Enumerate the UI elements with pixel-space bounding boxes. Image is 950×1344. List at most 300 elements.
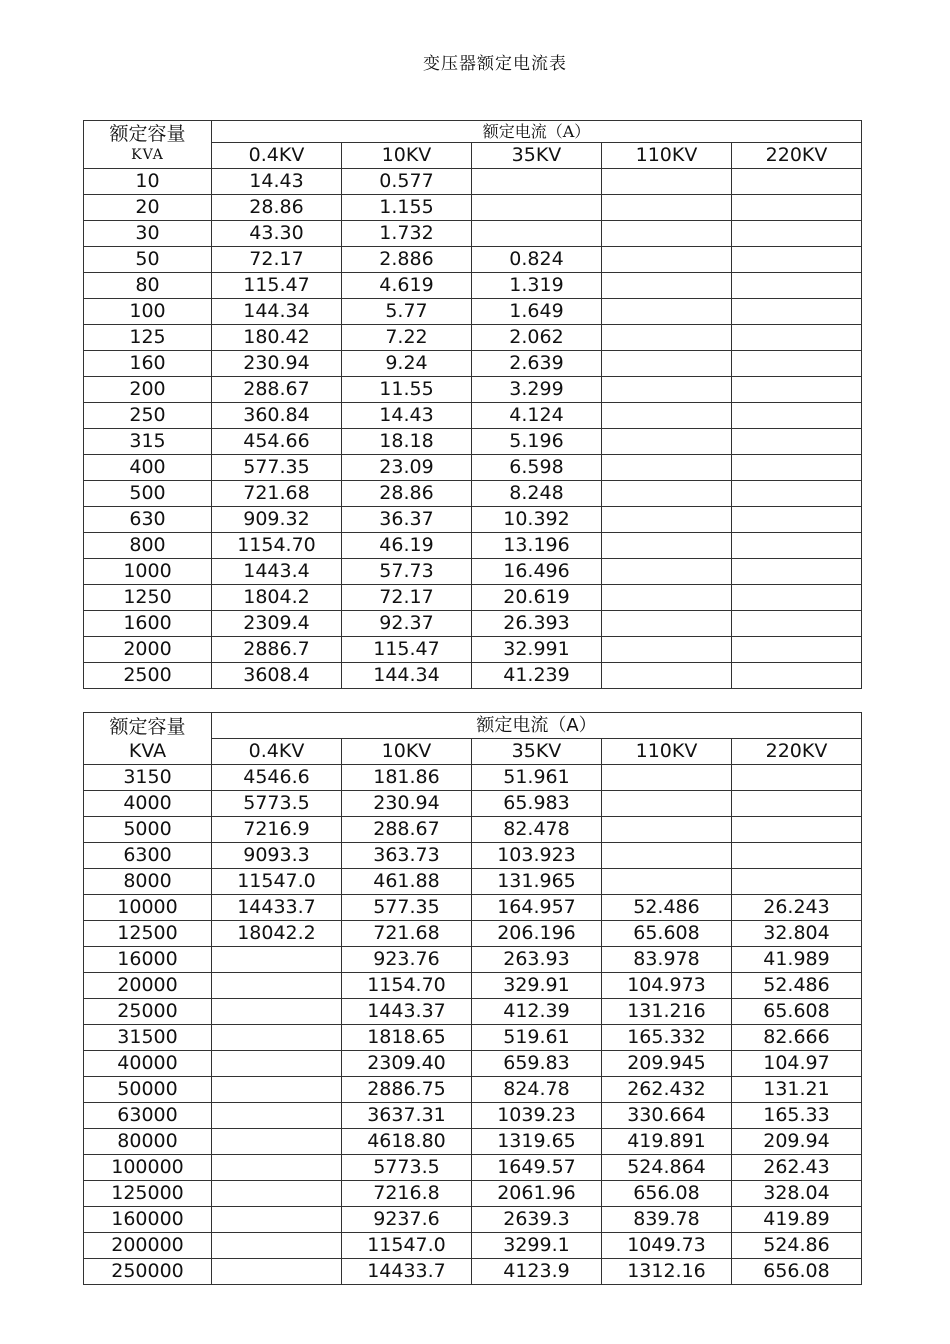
current-0-4kv-cell: 909.32 — [212, 507, 342, 533]
current-10kv-cell: 1818.65 — [342, 1025, 472, 1051]
capacity-cell: 80000 — [84, 1129, 212, 1155]
capacity-cell: 80 — [84, 273, 212, 299]
table-row — [84, 843, 862, 869]
capacity-cell: 30 — [84, 221, 212, 247]
current-35kv-cell: 103.923 — [472, 843, 602, 869]
table-row — [84, 1103, 862, 1129]
current-0-4kv-cell: 1804.2 — [212, 585, 342, 611]
current-0-4kv-cell — [212, 1181, 342, 1207]
current-0-4kv-cell — [212, 947, 342, 973]
current-35kv-cell — [472, 221, 602, 247]
current-35kv-cell: 131.965 — [472, 869, 602, 895]
current-220kv-cell — [732, 351, 862, 377]
current-0-4kv-cell — [212, 999, 342, 1025]
current-220kv-cell — [732, 273, 862, 299]
table-row — [84, 817, 862, 843]
capacity-cell: 125 — [84, 325, 212, 351]
current-0-4kv-cell: 2886.7 — [212, 637, 342, 663]
current-0-4kv-cell — [212, 1155, 342, 1181]
capacity-cell: 630 — [84, 507, 212, 533]
capacity-header-cell — [84, 121, 212, 169]
current-10kv-cell: 5.77 — [342, 299, 472, 325]
current-110kv-cell: 656.08 — [602, 1181, 732, 1207]
current-0-4kv-cell: 5773.5 — [212, 791, 342, 817]
table-row — [84, 299, 862, 325]
current-10kv-cell: 0.577 — [342, 169, 472, 195]
current-110kv-cell: 419.891 — [602, 1129, 732, 1155]
current-0-4kv-cell — [212, 1103, 342, 1129]
current-35kv-cell: 263.93 — [472, 947, 602, 973]
capacity-cell: 63000 — [84, 1103, 212, 1129]
current-0-4kv-cell — [212, 1207, 342, 1233]
table-row — [84, 947, 862, 973]
table-row — [84, 637, 862, 663]
table-header-row — [84, 713, 862, 739]
current-35kv-cell: 82.478 — [472, 817, 602, 843]
capacity-header-cell — [84, 713, 212, 765]
current-220kv-cell: 209.94 — [732, 1129, 862, 1155]
current-0-4kv-cell: 577.35 — [212, 455, 342, 481]
current-35kv-cell: 6.598 — [472, 455, 602, 481]
rated-current-table-2 — [83, 712, 862, 1285]
current-10kv-cell: 2886.75 — [342, 1077, 472, 1103]
current-0-4kv-cell: 2309.4 — [212, 611, 342, 637]
current-10kv-cell: 4618.80 — [342, 1129, 472, 1155]
capacity-cell: 100 — [84, 299, 212, 325]
current-110kv-cell — [602, 765, 732, 791]
current-110kv-cell: 65.608 — [602, 921, 732, 947]
current-10kv-cell: 577.35 — [342, 895, 472, 921]
current-0-4kv-cell: 43.30 — [212, 221, 342, 247]
table-row — [84, 791, 862, 817]
current-0-4kv-cell — [212, 1259, 342, 1285]
current-35kv-cell — [472, 195, 602, 221]
table-row — [84, 429, 862, 455]
capacity-cell: 160000 — [84, 1207, 212, 1233]
current-10kv-cell: 923.76 — [342, 947, 472, 973]
table-row — [84, 559, 862, 585]
capacity-cell: 250000 — [84, 1259, 212, 1285]
table-row — [84, 351, 862, 377]
current-110kv-cell — [602, 507, 732, 533]
current-0-4kv-cell — [212, 1077, 342, 1103]
current-0-4kv-cell: 11547.0 — [212, 869, 342, 895]
current-35kv-cell: 5.196 — [472, 429, 602, 455]
current-10kv-cell: 288.67 — [342, 817, 472, 843]
current-35kv-cell: 20.619 — [472, 585, 602, 611]
current-220kv-cell: 328.04 — [732, 1181, 862, 1207]
table-row — [84, 1233, 862, 1259]
current-0-4kv-cell: 14.43 — [212, 169, 342, 195]
current-110kv-cell: 524.864 — [602, 1155, 732, 1181]
current-110kv-cell — [602, 663, 732, 689]
current-35kv-cell: 51.961 — [472, 765, 602, 791]
table-row — [84, 507, 862, 533]
capacity-cell: 315 — [84, 429, 212, 455]
current-110kv-cell — [602, 869, 732, 895]
current-220kv-cell — [732, 429, 862, 455]
current-0-4kv-cell: 115.47 — [212, 273, 342, 299]
current-220kv-cell: 656.08 — [732, 1259, 862, 1285]
current-0-4kv-cell — [212, 1129, 342, 1155]
current-0-4kv-cell — [212, 973, 342, 999]
current-10kv-cell: 9.24 — [342, 351, 472, 377]
voltage-header-110kv: 110KV — [602, 143, 732, 169]
current-10kv-cell: 1443.37 — [342, 999, 472, 1025]
current-110kv-cell: 165.332 — [602, 1025, 732, 1051]
capacity-cell: 800 — [84, 533, 212, 559]
current-220kv-cell — [732, 221, 862, 247]
current-10kv-cell: 461.88 — [342, 869, 472, 895]
current-10kv-cell: 18.18 — [342, 429, 472, 455]
current-110kv-cell — [602, 403, 732, 429]
current-0-4kv-cell: 1154.70 — [212, 533, 342, 559]
capacity-cell: 16000 — [84, 947, 212, 973]
current-10kv-cell: 1.732 — [342, 221, 472, 247]
current-0-4kv-cell: 454.66 — [212, 429, 342, 455]
current-220kv-cell: 82.666 — [732, 1025, 862, 1051]
current-35kv-cell: 41.239 — [472, 663, 602, 689]
current-35kv-cell: 2.062 — [472, 325, 602, 351]
current-220kv-cell — [732, 247, 862, 273]
current-10kv-cell: 3637.31 — [342, 1103, 472, 1129]
capacity-cell: 160 — [84, 351, 212, 377]
table-row — [84, 765, 862, 791]
current-10kv-cell: 14433.7 — [342, 1259, 472, 1285]
table-row — [84, 325, 862, 351]
table-row — [84, 585, 862, 611]
table-row — [84, 377, 862, 403]
capacity-cell: 25000 — [84, 999, 212, 1025]
current-0-4kv-cell — [212, 1051, 342, 1077]
current-110kv-cell: 209.945 — [602, 1051, 732, 1077]
current-10kv-cell: 23.09 — [342, 455, 472, 481]
voltage-header-110kv: 110KV — [602, 739, 732, 765]
current-10kv-cell: 2309.40 — [342, 1051, 472, 1077]
current-35kv-cell: 26.393 — [472, 611, 602, 637]
current-10kv-cell: 46.19 — [342, 533, 472, 559]
voltage-header-10kv: 10KV — [342, 143, 472, 169]
current-10kv-cell: 5773.5 — [342, 1155, 472, 1181]
capacity-cell: 4000 — [84, 791, 212, 817]
current-0-4kv-cell: 28.86 — [212, 195, 342, 221]
current-35kv-cell: 0.824 — [472, 247, 602, 273]
capacity-cell: 40000 — [84, 1051, 212, 1077]
rated-current-header: 额定电流（A） — [212, 121, 862, 143]
current-10kv-cell: 721.68 — [342, 921, 472, 947]
current-110kv-cell — [602, 247, 732, 273]
current-110kv-cell — [602, 791, 732, 817]
current-110kv-cell — [602, 377, 732, 403]
voltage-header-35kv: 35KV — [472, 143, 602, 169]
table-row — [84, 895, 862, 921]
capacity-cell: 400 — [84, 455, 212, 481]
current-0-4kv-cell — [212, 1233, 342, 1259]
current-10kv-cell: 1154.70 — [342, 973, 472, 999]
table-row — [84, 1077, 862, 1103]
current-35kv-cell: 1.649 — [472, 299, 602, 325]
table-row — [84, 973, 862, 999]
current-110kv-cell: 262.432 — [602, 1077, 732, 1103]
current-10kv-cell: 92.37 — [342, 611, 472, 637]
current-35kv-cell: 1319.65 — [472, 1129, 602, 1155]
current-10kv-cell: 28.86 — [342, 481, 472, 507]
current-10kv-cell: 7216.8 — [342, 1181, 472, 1207]
current-220kv-cell: 131.21 — [732, 1077, 862, 1103]
current-220kv-cell — [732, 791, 862, 817]
table-row — [84, 247, 862, 273]
current-110kv-cell — [602, 429, 732, 455]
current-0-4kv-cell: 230.94 — [212, 351, 342, 377]
table-row — [84, 663, 862, 689]
current-220kv-cell — [732, 843, 862, 869]
current-220kv-cell: 26.243 — [732, 895, 862, 921]
table-row — [84, 869, 862, 895]
current-0-4kv-cell: 721.68 — [212, 481, 342, 507]
current-220kv-cell — [732, 325, 862, 351]
rated-current-table-1 — [83, 120, 862, 689]
current-10kv-cell: 14.43 — [342, 403, 472, 429]
current-35kv-cell: 3.299 — [472, 377, 602, 403]
current-35kv-cell: 3299.1 — [472, 1233, 602, 1259]
table-row — [84, 1051, 862, 1077]
table-header-row — [84, 121, 862, 143]
capacity-cell: 3150 — [84, 765, 212, 791]
current-0-4kv-cell: 72.17 — [212, 247, 342, 273]
current-110kv-cell — [602, 637, 732, 663]
current-110kv-cell — [602, 481, 732, 507]
capacity-cell: 8000 — [84, 869, 212, 895]
current-0-4kv-cell: 288.67 — [212, 377, 342, 403]
current-35kv-cell: 519.61 — [472, 1025, 602, 1051]
current-110kv-cell: 83.978 — [602, 947, 732, 973]
current-220kv-cell: 41.989 — [732, 947, 862, 973]
current-10kv-cell: 144.34 — [342, 663, 472, 689]
capacity-cell: 6300 — [84, 843, 212, 869]
capacity-cell: 250 — [84, 403, 212, 429]
current-35kv-cell: 824.78 — [472, 1077, 602, 1103]
current-220kv-cell — [732, 765, 862, 791]
current-220kv-cell: 32.804 — [732, 921, 862, 947]
current-35kv-cell: 164.957 — [472, 895, 602, 921]
table-row — [84, 1129, 862, 1155]
current-110kv-cell: 1312.16 — [602, 1259, 732, 1285]
capacity-cell: 200000 — [84, 1233, 212, 1259]
current-35kv-cell: 4123.9 — [472, 1259, 602, 1285]
current-0-4kv-cell: 144.34 — [212, 299, 342, 325]
capacity-cell: 50000 — [84, 1077, 212, 1103]
current-110kv-cell: 104.973 — [602, 973, 732, 999]
current-110kv-cell — [602, 611, 732, 637]
current-35kv-cell: 4.124 — [472, 403, 602, 429]
current-220kv-cell — [732, 663, 862, 689]
current-110kv-cell: 131.216 — [602, 999, 732, 1025]
current-35kv-cell: 16.496 — [472, 559, 602, 585]
current-110kv-cell: 839.78 — [602, 1207, 732, 1233]
current-110kv-cell — [602, 169, 732, 195]
table-row — [84, 455, 862, 481]
current-0-4kv-cell: 7216.9 — [212, 817, 342, 843]
current-10kv-cell: 363.73 — [342, 843, 472, 869]
current-10kv-cell: 115.47 — [342, 637, 472, 663]
current-35kv-cell: 659.83 — [472, 1051, 602, 1077]
current-35kv-cell: 65.983 — [472, 791, 602, 817]
current-0-4kv-cell: 1443.4 — [212, 559, 342, 585]
capacity-cell: 1250 — [84, 585, 212, 611]
current-35kv-cell: 13.196 — [472, 533, 602, 559]
current-35kv-cell — [472, 169, 602, 195]
current-35kv-cell: 206.196 — [472, 921, 602, 947]
current-220kv-cell — [732, 455, 862, 481]
rated-current-header: 额定电流（A） — [212, 713, 862, 739]
voltage-header-0-4kv: 0.4KV — [212, 143, 342, 169]
current-110kv-cell: 52.486 — [602, 895, 732, 921]
current-0-4kv-cell: 360.84 — [212, 403, 342, 429]
table-row — [84, 1155, 862, 1181]
current-35kv-cell: 2061.96 — [472, 1181, 602, 1207]
table-row — [84, 1181, 862, 1207]
capacity-cell: 10 — [84, 169, 212, 195]
current-10kv-cell: 4.619 — [342, 273, 472, 299]
current-10kv-cell: 1.155 — [342, 195, 472, 221]
current-220kv-cell — [732, 585, 862, 611]
capacity-cell: 100000 — [84, 1155, 212, 1181]
current-220kv-cell — [732, 559, 862, 585]
current-110kv-cell — [602, 325, 732, 351]
current-110kv-cell — [602, 455, 732, 481]
table-row — [84, 195, 862, 221]
current-35kv-cell: 2639.3 — [472, 1207, 602, 1233]
current-10kv-cell: 11.55 — [342, 377, 472, 403]
table-body — [84, 765, 862, 1285]
capacity-cell: 2000 — [84, 637, 212, 663]
current-0-4kv-cell: 3608.4 — [212, 663, 342, 689]
current-220kv-cell — [732, 817, 862, 843]
current-10kv-cell: 72.17 — [342, 585, 472, 611]
table-body — [84, 169, 862, 689]
current-110kv-cell: 330.664 — [602, 1103, 732, 1129]
current-35kv-cell: 412.39 — [472, 999, 602, 1025]
current-0-4kv-cell: 14433.7 — [212, 895, 342, 921]
current-10kv-cell: 36.37 — [342, 507, 472, 533]
current-10kv-cell: 230.94 — [342, 791, 472, 817]
capacity-cell: 20 — [84, 195, 212, 221]
current-35kv-cell: 32.991 — [472, 637, 602, 663]
table-row — [84, 921, 862, 947]
current-110kv-cell — [602, 533, 732, 559]
current-35kv-cell: 8.248 — [472, 481, 602, 507]
capacity-header-label: 额定容量 — [109, 715, 186, 738]
voltage-header-10kv: 10KV — [342, 739, 472, 765]
table-row — [84, 481, 862, 507]
current-110kv-cell — [602, 559, 732, 585]
current-0-4kv-cell: 180.42 — [212, 325, 342, 351]
current-220kv-cell — [732, 481, 862, 507]
current-220kv-cell: 104.97 — [732, 1051, 862, 1077]
current-35kv-cell: 2.639 — [472, 351, 602, 377]
current-0-4kv-cell: 9093.3 — [212, 843, 342, 869]
current-110kv-cell — [602, 817, 732, 843]
table-row — [84, 1259, 862, 1285]
capacity-cell: 31500 — [84, 1025, 212, 1051]
table-row — [84, 533, 862, 559]
table-row — [84, 1207, 862, 1233]
current-220kv-cell: 262.43 — [732, 1155, 862, 1181]
current-0-4kv-cell: 4546.6 — [212, 765, 342, 791]
table-row — [84, 999, 862, 1025]
table-row — [84, 403, 862, 429]
current-220kv-cell: 165.33 — [732, 1103, 862, 1129]
current-10kv-cell: 11547.0 — [342, 1233, 472, 1259]
voltage-header-35kv: 35KV — [472, 739, 602, 765]
capacity-cell: 10000 — [84, 895, 212, 921]
current-35kv-cell: 1039.23 — [472, 1103, 602, 1129]
current-35kv-cell: 10.392 — [472, 507, 602, 533]
table-row — [84, 273, 862, 299]
current-0-4kv-cell — [212, 1025, 342, 1051]
current-220kv-cell — [732, 507, 862, 533]
current-10kv-cell: 2.886 — [342, 247, 472, 273]
current-220kv-cell — [732, 299, 862, 325]
current-220kv-cell — [732, 403, 862, 429]
table-row — [84, 611, 862, 637]
current-0-4kv-cell: 18042.2 — [212, 921, 342, 947]
current-10kv-cell: 9237.6 — [342, 1207, 472, 1233]
current-220kv-cell — [732, 869, 862, 895]
table-row — [84, 221, 862, 247]
current-220kv-cell: 419.89 — [732, 1207, 862, 1233]
capacity-cell: 20000 — [84, 973, 212, 999]
current-220kv-cell — [732, 195, 862, 221]
current-35kv-cell: 329.91 — [472, 973, 602, 999]
current-110kv-cell — [602, 351, 732, 377]
capacity-cell: 1000 — [84, 559, 212, 585]
page-title: 变压器额定电流表 — [423, 54, 567, 74]
current-220kv-cell — [732, 377, 862, 403]
current-220kv-cell — [732, 169, 862, 195]
table-row — [84, 169, 862, 195]
capacity-cell: 12500 — [84, 921, 212, 947]
table-row — [84, 1025, 862, 1051]
capacity-cell: 5000 — [84, 817, 212, 843]
capacity-cell: 50 — [84, 247, 212, 273]
current-220kv-cell — [732, 611, 862, 637]
capacity-cell: 500 — [84, 481, 212, 507]
current-220kv-cell — [732, 637, 862, 663]
current-220kv-cell — [732, 533, 862, 559]
capacity-cell: 2500 — [84, 663, 212, 689]
voltage-header-220kv: 220KV — [732, 143, 862, 169]
current-10kv-cell: 181.86 — [342, 765, 472, 791]
voltage-header-220kv: 220KV — [732, 739, 862, 765]
current-110kv-cell — [602, 843, 732, 869]
capacity-unit-label: KVA — [128, 739, 167, 762]
current-35kv-cell: 1649.57 — [472, 1155, 602, 1181]
capacity-cell: 125000 — [84, 1181, 212, 1207]
current-110kv-cell: 1049.73 — [602, 1233, 732, 1259]
current-110kv-cell — [602, 273, 732, 299]
current-110kv-cell — [602, 299, 732, 325]
current-220kv-cell: 52.486 — [732, 973, 862, 999]
current-110kv-cell — [602, 221, 732, 247]
current-10kv-cell: 57.73 — [342, 559, 472, 585]
current-110kv-cell — [602, 585, 732, 611]
current-110kv-cell — [602, 195, 732, 221]
current-35kv-cell: 1.319 — [472, 273, 602, 299]
capacity-cell: 200 — [84, 377, 212, 403]
capacity-header-label: 额定容量 — [109, 122, 186, 145]
current-220kv-cell: 524.86 — [732, 1233, 862, 1259]
